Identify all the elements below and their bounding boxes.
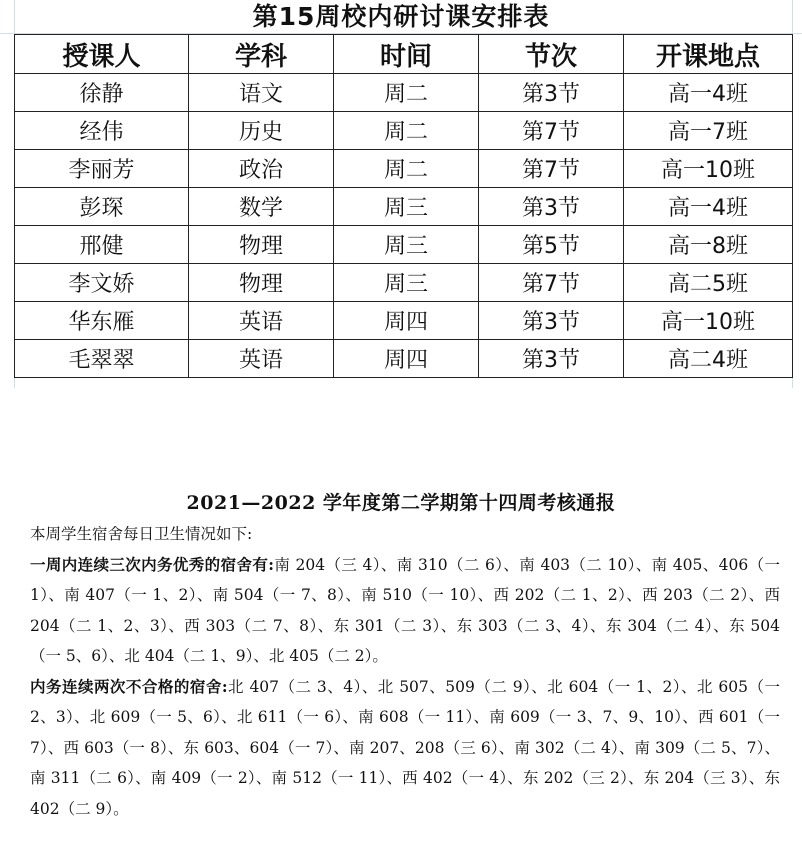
- day-cell[interactable]: 周二: [334, 112, 479, 150]
- table-row: [15, 226, 793, 264]
- subject-cell[interactable]: 英语: [189, 340, 334, 378]
- period-cell[interactable]: 第7节: [479, 150, 624, 188]
- table-header-row: [15, 35, 793, 74]
- subject-cell[interactable]: 政治: [189, 150, 334, 188]
- spreadsheet-area: [0, 0, 802, 388]
- location-cell[interactable]: 高二4班: [624, 340, 793, 378]
- table-row: [15, 74, 793, 112]
- failed-dorms-list: 北 407（二 3、4）、北 507、509（二 9）、北 604（一 1、2）、北 605（一 2、3）、北 609（一 5、6）、北 611（一 6）、南 608（一 11）、南 609（一 3、7、9、10）、西 601（一 7）、西 603（一 8）、东 603、604（一 7）、南 207、208（三 6）、南 302（二 4）、南 309（二 5、7）、南 311（二 6）、南 409（一 2）、南 512（一 11）、西 402（一 4）、东 202（三 2）、东 204（三 3）、东 402（二 9）。: [30, 677, 780, 818]
- table-row: [15, 264, 793, 302]
- location-cell[interactable]: 高一7班: [624, 112, 793, 150]
- schedule-table: [14, 34, 793, 378]
- day-cell[interactable]: 周二: [334, 74, 479, 112]
- day-cell[interactable]: 周三: [334, 226, 479, 264]
- column-header[interactable]: 授课人: [15, 35, 189, 74]
- teacher-cell[interactable]: 毛翠翠: [15, 340, 189, 378]
- day-cell[interactable]: 周四: [334, 340, 479, 378]
- location-cell[interactable]: 高一8班: [624, 226, 793, 264]
- subject-cell[interactable]: 英语: [189, 302, 334, 340]
- subject-cell[interactable]: 物理: [189, 264, 334, 302]
- teacher-cell[interactable]: 华东雁: [15, 302, 189, 340]
- teacher-cell[interactable]: 李文娇: [15, 264, 189, 302]
- table-row: [15, 340, 793, 378]
- report-title: 2021—2022 学年度第二学期第十四周考核通报: [186, 492, 616, 514]
- teacher-cell[interactable]: 徐静: [15, 74, 189, 112]
- teacher-cell[interactable]: 经伟: [15, 112, 189, 150]
- period-cell[interactable]: 第7节: [479, 264, 624, 302]
- location-cell[interactable]: 高一4班: [624, 188, 793, 226]
- report-intro: 本周学生宿舍每日卫生情况如下:: [30, 525, 253, 543]
- period-cell[interactable]: 第5节: [479, 226, 624, 264]
- inspection-report: [30, 488, 780, 824]
- day-cell[interactable]: 周三: [334, 188, 479, 226]
- period-cell[interactable]: 第7节: [479, 112, 624, 150]
- excellent-dorms-list: 南 204（三 4）、南 310（二 6）、南 403（二 10）、南 405、406（一 1）、南 407（一 1、2）、南 504（一 7、8）、南 510（一 10）、西 202（二 1、2）、西 203（二 2）、西 204（二 1、2、3）、西 303（二 7、8）、东 301（二 3）、东 303（二 3、4）、东 304（二 4）、东 504（一 5、6）、北 404（二 1、9）、北 405（二 2）。: [30, 555, 780, 665]
- teacher-cell[interactable]: 李丽芳: [15, 150, 189, 188]
- table-row: [15, 188, 793, 226]
- period-cell[interactable]: 第3节: [479, 74, 624, 112]
- subject-cell[interactable]: 语文: [189, 74, 334, 112]
- table-row: [15, 302, 793, 340]
- table-row: [15, 112, 793, 150]
- location-cell[interactable]: 高一10班: [624, 302, 793, 340]
- teacher-cell[interactable]: 邢健: [15, 226, 189, 264]
- day-cell[interactable]: 周二: [334, 150, 479, 188]
- failed-dorms-paragraph: [30, 672, 780, 825]
- column-header[interactable]: 时间: [334, 35, 479, 74]
- teacher-cell[interactable]: 彭琛: [15, 188, 189, 226]
- subject-cell[interactable]: 历史: [189, 112, 334, 150]
- day-cell[interactable]: 周三: [334, 264, 479, 302]
- day-cell[interactable]: 周四: [334, 302, 479, 340]
- excellent-dorms-paragraph: [30, 550, 780, 672]
- table-row: [15, 150, 793, 188]
- location-cell[interactable]: 高一10班: [624, 150, 793, 188]
- column-header[interactable]: 学科: [189, 35, 334, 74]
- subject-cell[interactable]: 数学: [189, 188, 334, 226]
- schedule-title: 第15周校内研讨课安排表: [252, 2, 550, 31]
- location-cell[interactable]: 高二5班: [624, 264, 793, 302]
- column-header[interactable]: 开课地点: [624, 35, 793, 74]
- column-header[interactable]: 节次: [479, 35, 624, 74]
- subject-cell[interactable]: 物理: [189, 226, 334, 264]
- period-cell[interactable]: 第3节: [479, 188, 624, 226]
- period-cell[interactable]: 第3节: [479, 340, 624, 378]
- location-cell[interactable]: 高一4班: [624, 74, 793, 112]
- period-cell[interactable]: 第3节: [479, 302, 624, 340]
- excellent-dorms-label: 一周内连续三次内务优秀的宿舍有:: [30, 554, 274, 574]
- failed-dorms-label: 内务连续两次不合格的宿舍:: [30, 676, 228, 696]
